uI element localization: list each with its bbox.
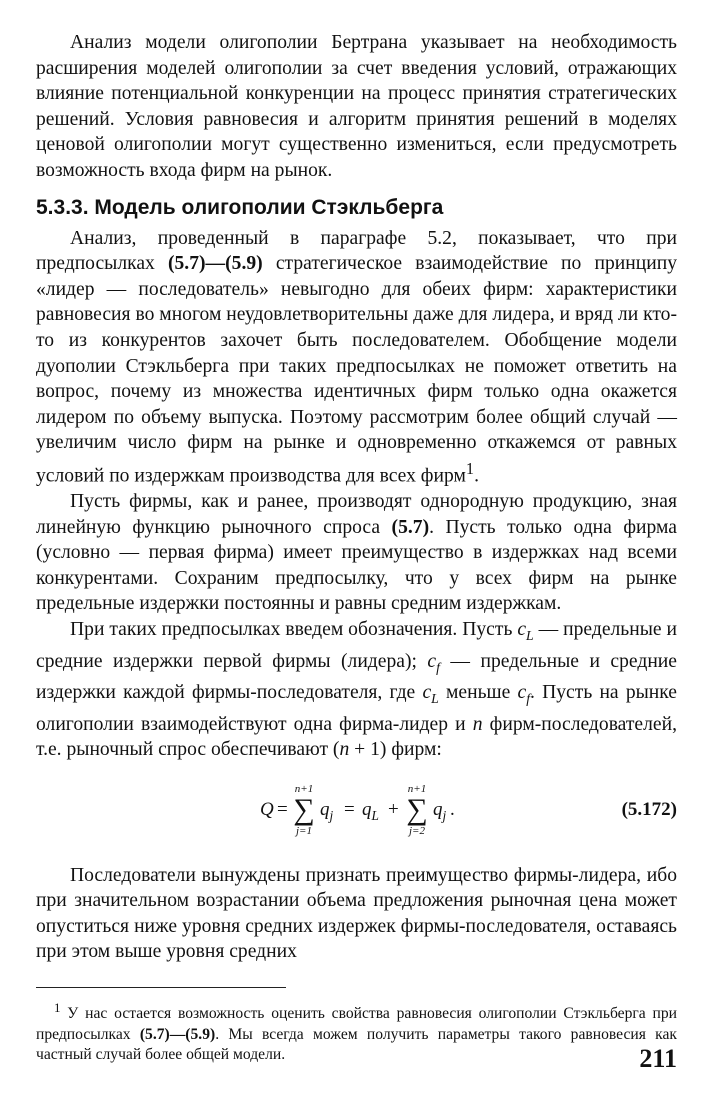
equation-5-172 — [36, 771, 677, 855]
equation-reference: (5.7) — [391, 516, 430, 538]
equation-reference: (5.7)—(5.9) — [139, 1025, 216, 1043]
summation-1 — [290, 783, 318, 837]
text-run: Анализ, проведенный в параграфе 5.2, показывает, что при предпосылках — [36, 227, 677, 275]
sum-upper-limit: n+1 — [294, 782, 314, 795]
sum-upper-limit: n+1 — [407, 782, 427, 795]
text-run: Последователи вынуждены признать преимущество фирмы-лидера, ибо при значительном возрастании объема предложения рыночная цена может опуститься ниже уровня средних издержек фирмы-последователя, оставаясь при этом выше уровня средних — [36, 864, 677, 963]
paragraph-1 — [36, 226, 677, 489]
footnote-divider — [36, 987, 286, 988]
paragraph-3 — [36, 617, 677, 763]
text-run: У нас остается возможность оценить свойства равновесия олигополии Стэкльберга при предпосылках — [36, 1005, 677, 1043]
sum-lower-limit: j=2 — [409, 824, 425, 837]
paragraph-4 — [36, 863, 677, 965]
text-run: При таких предпосылках введем обозначения. Пусть — [70, 619, 518, 640]
text-run: фирм-последователей, т.е. рыночный спрос обеспечивают ( — [36, 713, 677, 761]
text-run: Пусть фирмы, как и ранее, производят однородную продукцию, зная линейную функцию рыночного спроса — [36, 491, 677, 538]
text-run: — предельные и средние издержки первой фирмы (лидера); — [36, 619, 677, 672]
cost-leader-symbol: $c_L$ — [517, 619, 534, 643]
formula-Q: Q — [260, 798, 274, 820]
footnote-marker: 1 — [54, 1000, 61, 1016]
footnote-marker: 1 — [465, 458, 475, 478]
equation-reference: (5.7)—(5.9) — [167, 253, 263, 275]
formula-equals: = — [344, 798, 355, 820]
text-run: . Пусть только одна фирма (условно — первая фирма) имеет преимущество в издержках над всеми конкурентами. Сохраним предпосылку, что у всех фирм на рынке предельные издержки постоянны и равны средним издержкам. — [36, 516, 677, 615]
section-heading: 5.3.3. Модель олигополии Стэкльберга — [36, 195, 444, 219]
intro-paragraph — [36, 30, 677, 184]
sum-lower-limit: j=1 — [296, 824, 312, 837]
text-run: + 1) фирм: — [349, 739, 442, 761]
sigma-symbol: ∑ — [406, 792, 428, 826]
formula-plus: + — [388, 798, 399, 820]
sigma-symbol: ∑ — [293, 792, 315, 826]
page-number: 211 — [639, 1044, 677, 1073]
text-run: меньше — [438, 682, 518, 703]
formula-period: . — [450, 798, 455, 820]
text-run: стратегическое взаимодействие по принципу «лидер — последователь» невыгодно для обеих фирм: характеристики равновесия во многом неудовлетворительны даже для лидера, и вряд ли кто-то из конкурентов захочет быть последователем. Обобщение модели дуополии Стэкльберга при таких предпосылках не поможет ответить на вопрос, почему из множества идентичных фирм только одна окажется лидером по объему выпуска. Поэтому рассмотрим более общий случай — увеличим число фирм на рынке и одновременно откажемся от равных условий по издержкам производства для всех фирм — [36, 253, 678, 487]
text-run: — предельные и средние издержки каждой фирмы-последователя, где — [36, 650, 677, 703]
text-run: . — [474, 465, 479, 487]
equation-number: (5.172) — [621, 798, 677, 820]
cost-leader-symbol: $c_L$ — [422, 682, 439, 706]
formula-qj: $q_j$ — [433, 798, 447, 823]
cost-follower-symbol: $c_f$ — [517, 682, 531, 706]
paragraph-2 — [36, 489, 677, 617]
n-symbol: n — [339, 739, 350, 761]
formula-qL: $q_L$ — [362, 798, 379, 823]
intro-text: Анализ модели олигополии Бертрана указывает на необходимость расширения моделей олигополии за счет введения условий, отражающих влияние потенциальной конкуренции на процесс принятия стратегических решений. Условия равновесия и алгоритм принятия решений в моделях ценовой олигополии могут существенно измениться, если предусмотреть возможность входа фирм на рынок. — [36, 32, 677, 181]
text-run: . Мы всегда можем получить параметры такого равновесия как частный случай более общей модели. — [36, 1025, 677, 1064]
text-run: . Пусть на рынке олигополии взаимодействуют одна фирма-лидер и — [36, 682, 677, 735]
n-symbol: n — [472, 713, 483, 735]
formula-qj: $q_j$ — [320, 798, 334, 823]
formula-equals: = — [277, 798, 288, 820]
footnote — [36, 998, 677, 1066]
cost-follower-symbol: $c_f$ — [427, 650, 440, 675]
summation-2 — [403, 783, 431, 837]
